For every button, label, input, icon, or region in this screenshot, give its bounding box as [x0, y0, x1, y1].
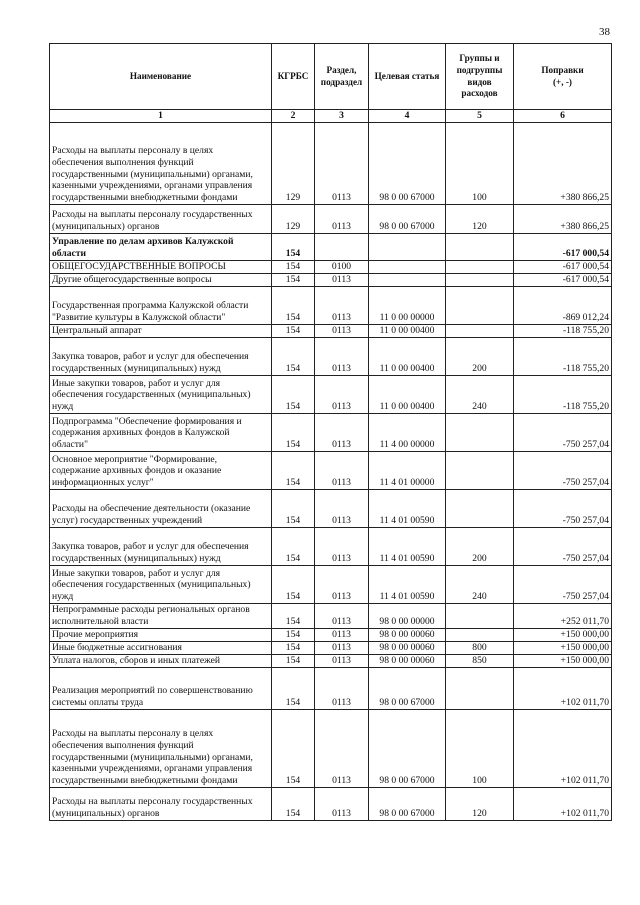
- cell-section: 0113: [315, 489, 369, 527]
- cell-section: 0113: [315, 654, 369, 667]
- cell-kgrbs: 154: [272, 489, 315, 527]
- table-row: [50, 654, 612, 667]
- cell-section: 0113: [315, 204, 369, 233]
- cell-name: Уплата налогов, сборов и иных платежей: [50, 654, 272, 667]
- cell-expense-group: [446, 324, 514, 337]
- cell-section: 0113: [315, 273, 369, 286]
- cell-target-article: 98 0 00 00000: [369, 603, 446, 628]
- table-row: [50, 413, 612, 451]
- cell-expense-group: [446, 667, 514, 709]
- cell-amendment-amount: -617 000,54: [514, 233, 612, 260]
- cell-amendment-amount: +150 000,00: [514, 654, 612, 667]
- header-groups: Группы и подгруппы видов расходов: [446, 44, 514, 110]
- cell-kgrbs: 154: [272, 527, 315, 565]
- cell-target-article: 11 4 01 00590: [369, 565, 446, 603]
- column-number: 5: [446, 110, 514, 123]
- cell-amendment-amount: -869 012,24: [514, 286, 612, 324]
- cell-target-article: [369, 273, 446, 286]
- cell-section: 0113: [315, 667, 369, 709]
- cell-kgrbs: 154: [272, 654, 315, 667]
- cell-amendment-amount: +380 866,25: [514, 204, 612, 233]
- cell-amendment-amount: +380 866,25: [514, 122, 612, 204]
- cell-amendment-amount: -750 257,04: [514, 413, 612, 451]
- cell-expense-group: 240: [446, 565, 514, 603]
- cell-amendment-amount: -750 257,04: [514, 489, 612, 527]
- cell-section: 0113: [315, 628, 369, 641]
- cell-kgrbs: 154: [272, 337, 315, 375]
- cell-expense-group: 850: [446, 654, 514, 667]
- cell-target-article: 11 0 00 00400: [369, 337, 446, 375]
- cell-amendment-amount: +102 011,70: [514, 787, 612, 820]
- cell-expense-group: [446, 628, 514, 641]
- cell-section: 0113: [315, 122, 369, 204]
- table-row: [50, 603, 612, 628]
- column-number: 4: [369, 110, 446, 123]
- cell-target-article: 11 0 00 00400: [369, 375, 446, 413]
- cell-name: Центральный аппарат: [50, 324, 272, 337]
- cell-amendment-amount: -118 755,20: [514, 337, 612, 375]
- cell-section: 0113: [315, 641, 369, 654]
- cell-kgrbs: 154: [272, 273, 315, 286]
- cell-name: Расходы на обеспечение деятельности (оказание услуг) государственных учреждений: [50, 489, 272, 527]
- cell-name: Расходы на выплаты персоналу государственных (муниципальных) органов: [50, 787, 272, 820]
- column-number-row: [50, 110, 612, 123]
- column-number: 6: [514, 110, 612, 123]
- table-row: [50, 233, 612, 260]
- table-row: [50, 337, 612, 375]
- cell-name: Закупка товаров, работ и услуг для обеспечения государственных (муниципальных) нужд: [50, 527, 272, 565]
- cell-name: Непрограммные расходы региональных органов исполнительной власти: [50, 603, 272, 628]
- column-number: 3: [315, 110, 369, 123]
- cell-expense-group: 120: [446, 787, 514, 820]
- header-row: [50, 44, 612, 110]
- cell-expense-group: 240: [446, 375, 514, 413]
- table-row: [50, 286, 612, 324]
- cell-section: 0113: [315, 527, 369, 565]
- header-kgrbs: КГРБС: [272, 44, 315, 110]
- header-amendments: Поправки (+, -): [514, 44, 612, 110]
- table-body: [50, 122, 612, 820]
- cell-name: Государственная программа Калужской области "Развитие культуры в Калужской области": [50, 286, 272, 324]
- cell-amendment-amount: -118 755,20: [514, 375, 612, 413]
- cell-target-article: 11 0 00 00400: [369, 324, 446, 337]
- cell-section: 0100: [315, 260, 369, 273]
- cell-amendment-amount: +102 011,70: [514, 667, 612, 709]
- cell-name: Иные бюджетные ассигнования: [50, 641, 272, 654]
- cell-amendment-amount: +150 000,00: [514, 641, 612, 654]
- cell-section: 0113: [315, 709, 369, 787]
- table-row: [50, 489, 612, 527]
- table-row: [50, 204, 612, 233]
- cell-target-article: 98 0 00 67000: [369, 709, 446, 787]
- cell-target-article: 11 0 00 00000: [369, 286, 446, 324]
- cell-name: Расходы на выплаты персоналу в целях обеспечения выполнения функций государственными (муниципальными) органами, казенными учреждениями, органами управления государственными внебюджетными фондами: [50, 122, 272, 204]
- cell-section: 0113: [315, 787, 369, 820]
- table-row: [50, 375, 612, 413]
- cell-kgrbs: 154: [272, 603, 315, 628]
- cell-name: Прочие мероприятия: [50, 628, 272, 641]
- table-row: [50, 260, 612, 273]
- column-number: 1: [50, 110, 272, 123]
- cell-section: 0113: [315, 565, 369, 603]
- cell-target-article: [369, 233, 446, 260]
- cell-kgrbs: 154: [272, 233, 315, 260]
- cell-amendment-amount: -750 257,04: [514, 565, 612, 603]
- table-row: [50, 565, 612, 603]
- cell-kgrbs: 129: [272, 122, 315, 204]
- cell-amendment-amount: +252 011,70: [514, 603, 612, 628]
- cell-name: Иные закупки товаров, работ и услуг для обеспечения государственных (муниципальных) нужд: [50, 565, 272, 603]
- cell-target-article: 98 0 00 67000: [369, 787, 446, 820]
- cell-expense-group: [446, 489, 514, 527]
- cell-section: 0113: [315, 451, 369, 489]
- table-row: [50, 628, 612, 641]
- cell-section: [315, 233, 369, 260]
- cell-kgrbs: 154: [272, 451, 315, 489]
- cell-target-article: 11 4 00 00000: [369, 413, 446, 451]
- cell-name: Основное мероприятие "Формирование, содержание архивных фондов и оказание информационных услуг": [50, 451, 272, 489]
- cell-expense-group: [446, 286, 514, 324]
- cell-section: 0113: [315, 324, 369, 337]
- cell-target-article: 11 4 01 00000: [369, 451, 446, 489]
- cell-kgrbs: 154: [272, 641, 315, 654]
- cell-name: Расходы на выплаты персоналу государственных (муниципальных) органов: [50, 204, 272, 233]
- cell-kgrbs: 154: [272, 667, 315, 709]
- cell-kgrbs: 129: [272, 204, 315, 233]
- cell-kgrbs: 154: [272, 565, 315, 603]
- cell-target-article: 98 0 00 67000: [369, 204, 446, 233]
- cell-kgrbs: 154: [272, 324, 315, 337]
- budget-amendments-table: [49, 43, 612, 821]
- cell-section: 0113: [315, 603, 369, 628]
- cell-amendment-amount: -118 755,20: [514, 324, 612, 337]
- cell-expense-group: 120: [446, 204, 514, 233]
- header-name: Наименование: [50, 44, 272, 110]
- cell-kgrbs: 154: [272, 286, 315, 324]
- table-row: [50, 787, 612, 820]
- cell-expense-group: [446, 233, 514, 260]
- cell-name: Управление по делам архивов Калужской области: [50, 233, 272, 260]
- table-row: [50, 641, 612, 654]
- cell-expense-group: [446, 260, 514, 273]
- cell-kgrbs: 154: [272, 628, 315, 641]
- table-row: [50, 527, 612, 565]
- cell-expense-group: [446, 603, 514, 628]
- cell-name: Расходы на выплаты персоналу в целях обеспечения выполнения функций государственными (муниципальными) органами, казенными учреждениями, органами управления государственными внебюджетными фондами: [50, 709, 272, 787]
- cell-expense-group: 200: [446, 527, 514, 565]
- cell-expense-group: 200: [446, 337, 514, 375]
- table-row: [50, 122, 612, 204]
- table-row: [50, 273, 612, 286]
- table-row: [50, 451, 612, 489]
- cell-amendment-amount: -617 000,54: [514, 273, 612, 286]
- cell-target-article: 98 0 00 00060: [369, 641, 446, 654]
- cell-target-article: [369, 260, 446, 273]
- cell-section: 0113: [315, 286, 369, 324]
- column-number: 2: [272, 110, 315, 123]
- table-row: [50, 667, 612, 709]
- cell-target-article: 11 4 01 00590: [369, 527, 446, 565]
- cell-target-article: 98 0 00 67000: [369, 122, 446, 204]
- cell-expense-group: 100: [446, 122, 514, 204]
- cell-amendment-amount: -750 257,04: [514, 451, 612, 489]
- cell-name: Подпрограмма "Обеспечение формирования и содержания архивных фондов в Калужской области": [50, 413, 272, 451]
- cell-expense-group: [446, 413, 514, 451]
- cell-amendment-amount: -750 257,04: [514, 527, 612, 565]
- cell-name: Иные закупки товаров, работ и услуг для обеспечения государственных (муниципальных) нужд: [50, 375, 272, 413]
- cell-expense-group: [446, 451, 514, 489]
- cell-expense-group: 800: [446, 641, 514, 654]
- cell-kgrbs: 154: [272, 413, 315, 451]
- cell-kgrbs: 154: [272, 375, 315, 413]
- cell-kgrbs: 154: [272, 260, 315, 273]
- header-section: Раздел, подраздел: [315, 44, 369, 110]
- page-number: 38: [599, 26, 610, 38]
- cell-name: Закупка товаров, работ и услуг для обеспечения государственных (муниципальных) нужд: [50, 337, 272, 375]
- cell-kgrbs: 154: [272, 709, 315, 787]
- cell-name: ОБЩЕГОСУДАРСТВЕННЫЕ ВОПРОСЫ: [50, 260, 272, 273]
- cell-target-article: 98 0 00 00060: [369, 654, 446, 667]
- cell-name: Другие общегосударственные вопросы: [50, 273, 272, 286]
- cell-amendment-amount: -617 000,54: [514, 260, 612, 273]
- cell-name: Реализация мероприятий по совершенствованию системы оплаты труда: [50, 667, 272, 709]
- cell-expense-group: 100: [446, 709, 514, 787]
- cell-section: 0113: [315, 413, 369, 451]
- cell-target-article: 11 4 01 00590: [369, 489, 446, 527]
- cell-amendment-amount: +102 011,70: [514, 709, 612, 787]
- table-row: [50, 709, 612, 787]
- header-target: Целевая статья: [369, 44, 446, 110]
- cell-section: 0113: [315, 375, 369, 413]
- cell-expense-group: [446, 273, 514, 286]
- cell-target-article: 98 0 00 00060: [369, 628, 446, 641]
- cell-kgrbs: 154: [272, 787, 315, 820]
- cell-section: 0113: [315, 337, 369, 375]
- cell-amendment-amount: +150 000,00: [514, 628, 612, 641]
- table-row: [50, 324, 612, 337]
- cell-target-article: 98 0 00 67000: [369, 667, 446, 709]
